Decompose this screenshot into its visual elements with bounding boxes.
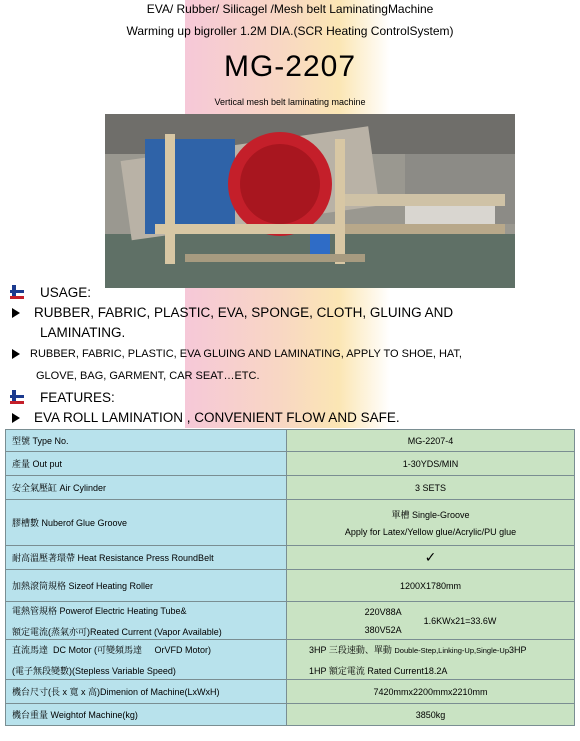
- spec-label-heating-roller: 加熱滾筒規格 Sizeof Heating Roller: [6, 570, 287, 602]
- machine-illustration: [105, 114, 515, 288]
- table-row: [6, 500, 575, 546]
- spec-label-output: 產量 Out put: [6, 452, 287, 476]
- motor-value-line-1: [309, 643, 568, 656]
- usage-label: USAGE:: [40, 284, 92, 300]
- spec-label-glue-groove: 膠槽數 Nuberof Glue Groove: [6, 500, 287, 546]
- bullet-cross-icon: [10, 284, 30, 300]
- spec-value-heating-tube: [287, 602, 575, 640]
- spec-label-dimension: 機台尺寸(長 x 寬 x 高)Dimenion of Machine(LxWxH): [6, 680, 287, 704]
- motor-value-modes: Double-Step,Linking-Up,Single-Up: [394, 645, 510, 655]
- motor-label-line-1: 直流馬達 DC Motor (可變頻馬達 OrVFD Motor): [12, 644, 212, 655]
- motor-label-line-2: (電子無段變數)(Stepless Variable Speed): [12, 665, 176, 676]
- features-item-1: [10, 410, 400, 425]
- usage-item-1-cont: [40, 325, 125, 340]
- table-row: [6, 602, 575, 640]
- heating-tube-label-line-2: 額定電流(蒸氣亦可)Reated Current (Vapor Available): [12, 626, 222, 637]
- glue-groove-line-1: 單槽 Single-Groove: [391, 510, 470, 520]
- spec-value-glue-groove: [287, 500, 575, 546]
- spec-label-weight: 機台重量 Weightof Machine(kg): [6, 704, 287, 726]
- usage-item-1-line-1: RUBBER, FABRIC, PLASTIC, EVA, SPONGE, CLOTH, GLUING AND: [34, 305, 454, 320]
- usage-item-2-cont: [36, 370, 260, 382]
- usage-item-2-line-1: RUBBER, FABRIC, PLASTIC, EVA GLUING AND LAMINATING, APPLY TO SHOE, HAT,: [30, 348, 462, 360]
- table-row: [6, 452, 575, 476]
- table-row: [6, 570, 575, 602]
- arrow-bullet-icon: [12, 413, 20, 423]
- usage-heading: [10, 284, 91, 300]
- model-title: MG-2207: [223, 50, 357, 83]
- table-row: [6, 476, 575, 500]
- heating-tube-voltage-1: 220V88A: [364, 606, 402, 617]
- spec-label-round-belt: 耐高溫壓著環帶 Heat Resistance Press RoundBelt: [6, 546, 287, 570]
- features-heading: [10, 389, 115, 405]
- spec-label-air-cylinder: 安全氣壓缸 Air Cylinder: [6, 476, 287, 500]
- spec-label-heating-tube: [6, 602, 287, 640]
- features-label: FEATURES:: [40, 389, 115, 405]
- checkmark-icon: ✓: [424, 549, 437, 565]
- usage-item-1: [10, 305, 453, 320]
- motor-value-line-2: 1HP 額定電流 Rated Current18.2A: [309, 665, 448, 676]
- spec-value-heating-roller: 1200X1780mm: [287, 570, 575, 602]
- bullet-cross-icon: [10, 389, 30, 405]
- spec-value-round-belt: [287, 546, 575, 570]
- motor-value-speed: 3HP 三段速動、單動: [309, 644, 392, 655]
- heating-tube-power: 1.6KWx21=33.6W: [423, 615, 497, 626]
- table-row: [6, 680, 575, 704]
- arrow-bullet-icon: [12, 308, 20, 318]
- spec-label-type: 型號 Type No.: [6, 430, 287, 452]
- header-line-2: Warming up bigroller 1.2M DIA.(SCR Heating ControlSystem): [126, 24, 454, 38]
- spec-value-motor: [287, 640, 575, 680]
- usage-item-2: [10, 348, 462, 360]
- spec-value-air-cylinder: 3 SETS: [287, 476, 575, 500]
- heating-tube-voltage-2: 380V52A: [364, 624, 402, 635]
- header-line-1: EVA/ Rubber/ Silicagel /Mesh belt LaminatingMachine: [146, 2, 434, 16]
- heating-tube-label-line-1: 電熱管規格 Powerof Electric Heating Tube&: [12, 605, 187, 616]
- machine-photo: [105, 114, 515, 288]
- spec-label-motor: [6, 640, 287, 680]
- features-item-1-text: EVA ROLL LAMINATION , CONVENIENT FLOW AND SAFE.: [34, 410, 400, 425]
- usage-item-1-line-2: LAMINATING.: [40, 325, 126, 340]
- table-row: [6, 640, 575, 680]
- motor-value-hp: 3HP: [509, 644, 527, 655]
- table-row: [6, 704, 575, 726]
- table-row: [6, 546, 575, 570]
- spec-table: [5, 429, 575, 726]
- arrow-bullet-icon: [12, 349, 20, 359]
- model-subtitle: Vertical mesh belt laminating machine: [214, 97, 366, 107]
- spec-value-dimension: 7420mmx2200mmx2210mm: [287, 680, 575, 704]
- spec-value-output: 1-30YDS/MIN: [287, 452, 575, 476]
- spec-value-type: MG-2207-4: [287, 430, 575, 452]
- glue-groove-line-2: Apply for Latex/Yellow glue/Acrylic/PU glue: [344, 527, 517, 537]
- spec-value-weight: 3850kg: [287, 704, 575, 726]
- usage-item-2-line-2: GLOVE, BAG, GARMENT, CAR SEAT…ETC.: [36, 370, 260, 382]
- table-row: [6, 430, 575, 452]
